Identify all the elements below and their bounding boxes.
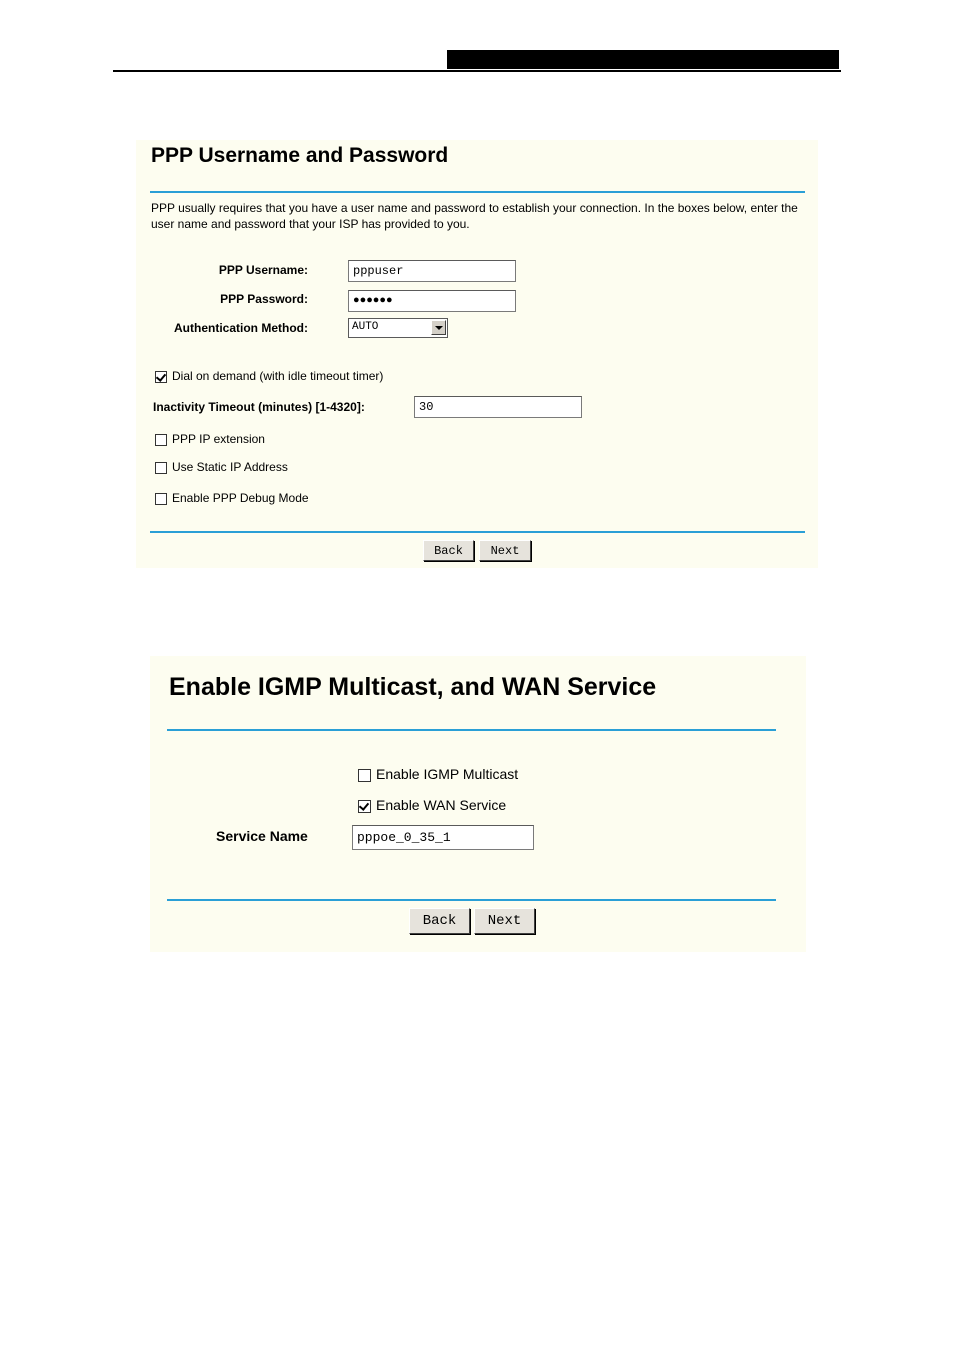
divider: [150, 531, 805, 533]
auth-method-select[interactable]: [348, 318, 448, 338]
service-name-label: Service Name: [216, 828, 308, 844]
igmp-multicast-label: Enable IGMP Multicast: [376, 766, 519, 782]
header-bar: [447, 50, 839, 69]
back-button[interactable]: Back: [423, 540, 474, 561]
igmp-multicast-checkbox[interactable]: [358, 769, 371, 782]
username-label: PPP Username:: [218, 263, 308, 277]
ppp-ip-extension-label: PPP IP extension: [172, 432, 265, 446]
static-ip-label: Use Static IP Address: [172, 460, 288, 474]
wan-service-label: Enable WAN Service: [376, 797, 507, 813]
auth-method-label: Authentication Method:: [174, 321, 308, 335]
ppp-settings-panel: [136, 140, 818, 568]
inactivity-timeout-label: Inactivity Timeout (minutes) [1-4320]:: [153, 400, 365, 414]
divider: [167, 729, 776, 731]
service-name-input[interactable]: [352, 825, 534, 850]
divider: [167, 899, 776, 901]
chevron-down-icon[interactable]: [431, 320, 446, 335]
debug-mode-checkbox[interactable]: [155, 493, 167, 505]
inactivity-timeout-input[interactable]: [414, 396, 582, 418]
igmp-wan-panel: [150, 656, 806, 952]
static-ip-checkbox[interactable]: [155, 462, 167, 474]
next-button[interactable]: Next: [474, 908, 535, 934]
password-input[interactable]: ●●●●●●: [348, 290, 516, 312]
debug-mode-label: Enable PPP Debug Mode: [172, 491, 309, 505]
divider: [150, 191, 805, 193]
header-rule: [113, 70, 841, 72]
dial-on-demand-label: Dial on demand (with idle timeout timer): [172, 369, 384, 383]
ppp-ip-extension-checkbox[interactable]: [155, 434, 167, 446]
back-button[interactable]: Back: [409, 908, 470, 934]
next-button[interactable]: Next: [479, 540, 531, 561]
page-title: PPP Username and Password: [151, 144, 449, 167]
wan-service-checkbox[interactable]: [358, 800, 371, 813]
password-label: PPP Password:: [220, 292, 308, 306]
dial-on-demand-checkbox[interactable]: [155, 371, 167, 383]
page-title: Enable IGMP Multicast, and WAN Service: [169, 673, 657, 701]
username-input[interactable]: [348, 260, 516, 282]
auth-method-selected: AUTO: [352, 321, 379, 333]
description-text: PPP usually requires that you have a user name and password to establish your connection. In the boxes below, enter the user name and password that your ISP has provided to you.: [151, 201, 798, 231]
